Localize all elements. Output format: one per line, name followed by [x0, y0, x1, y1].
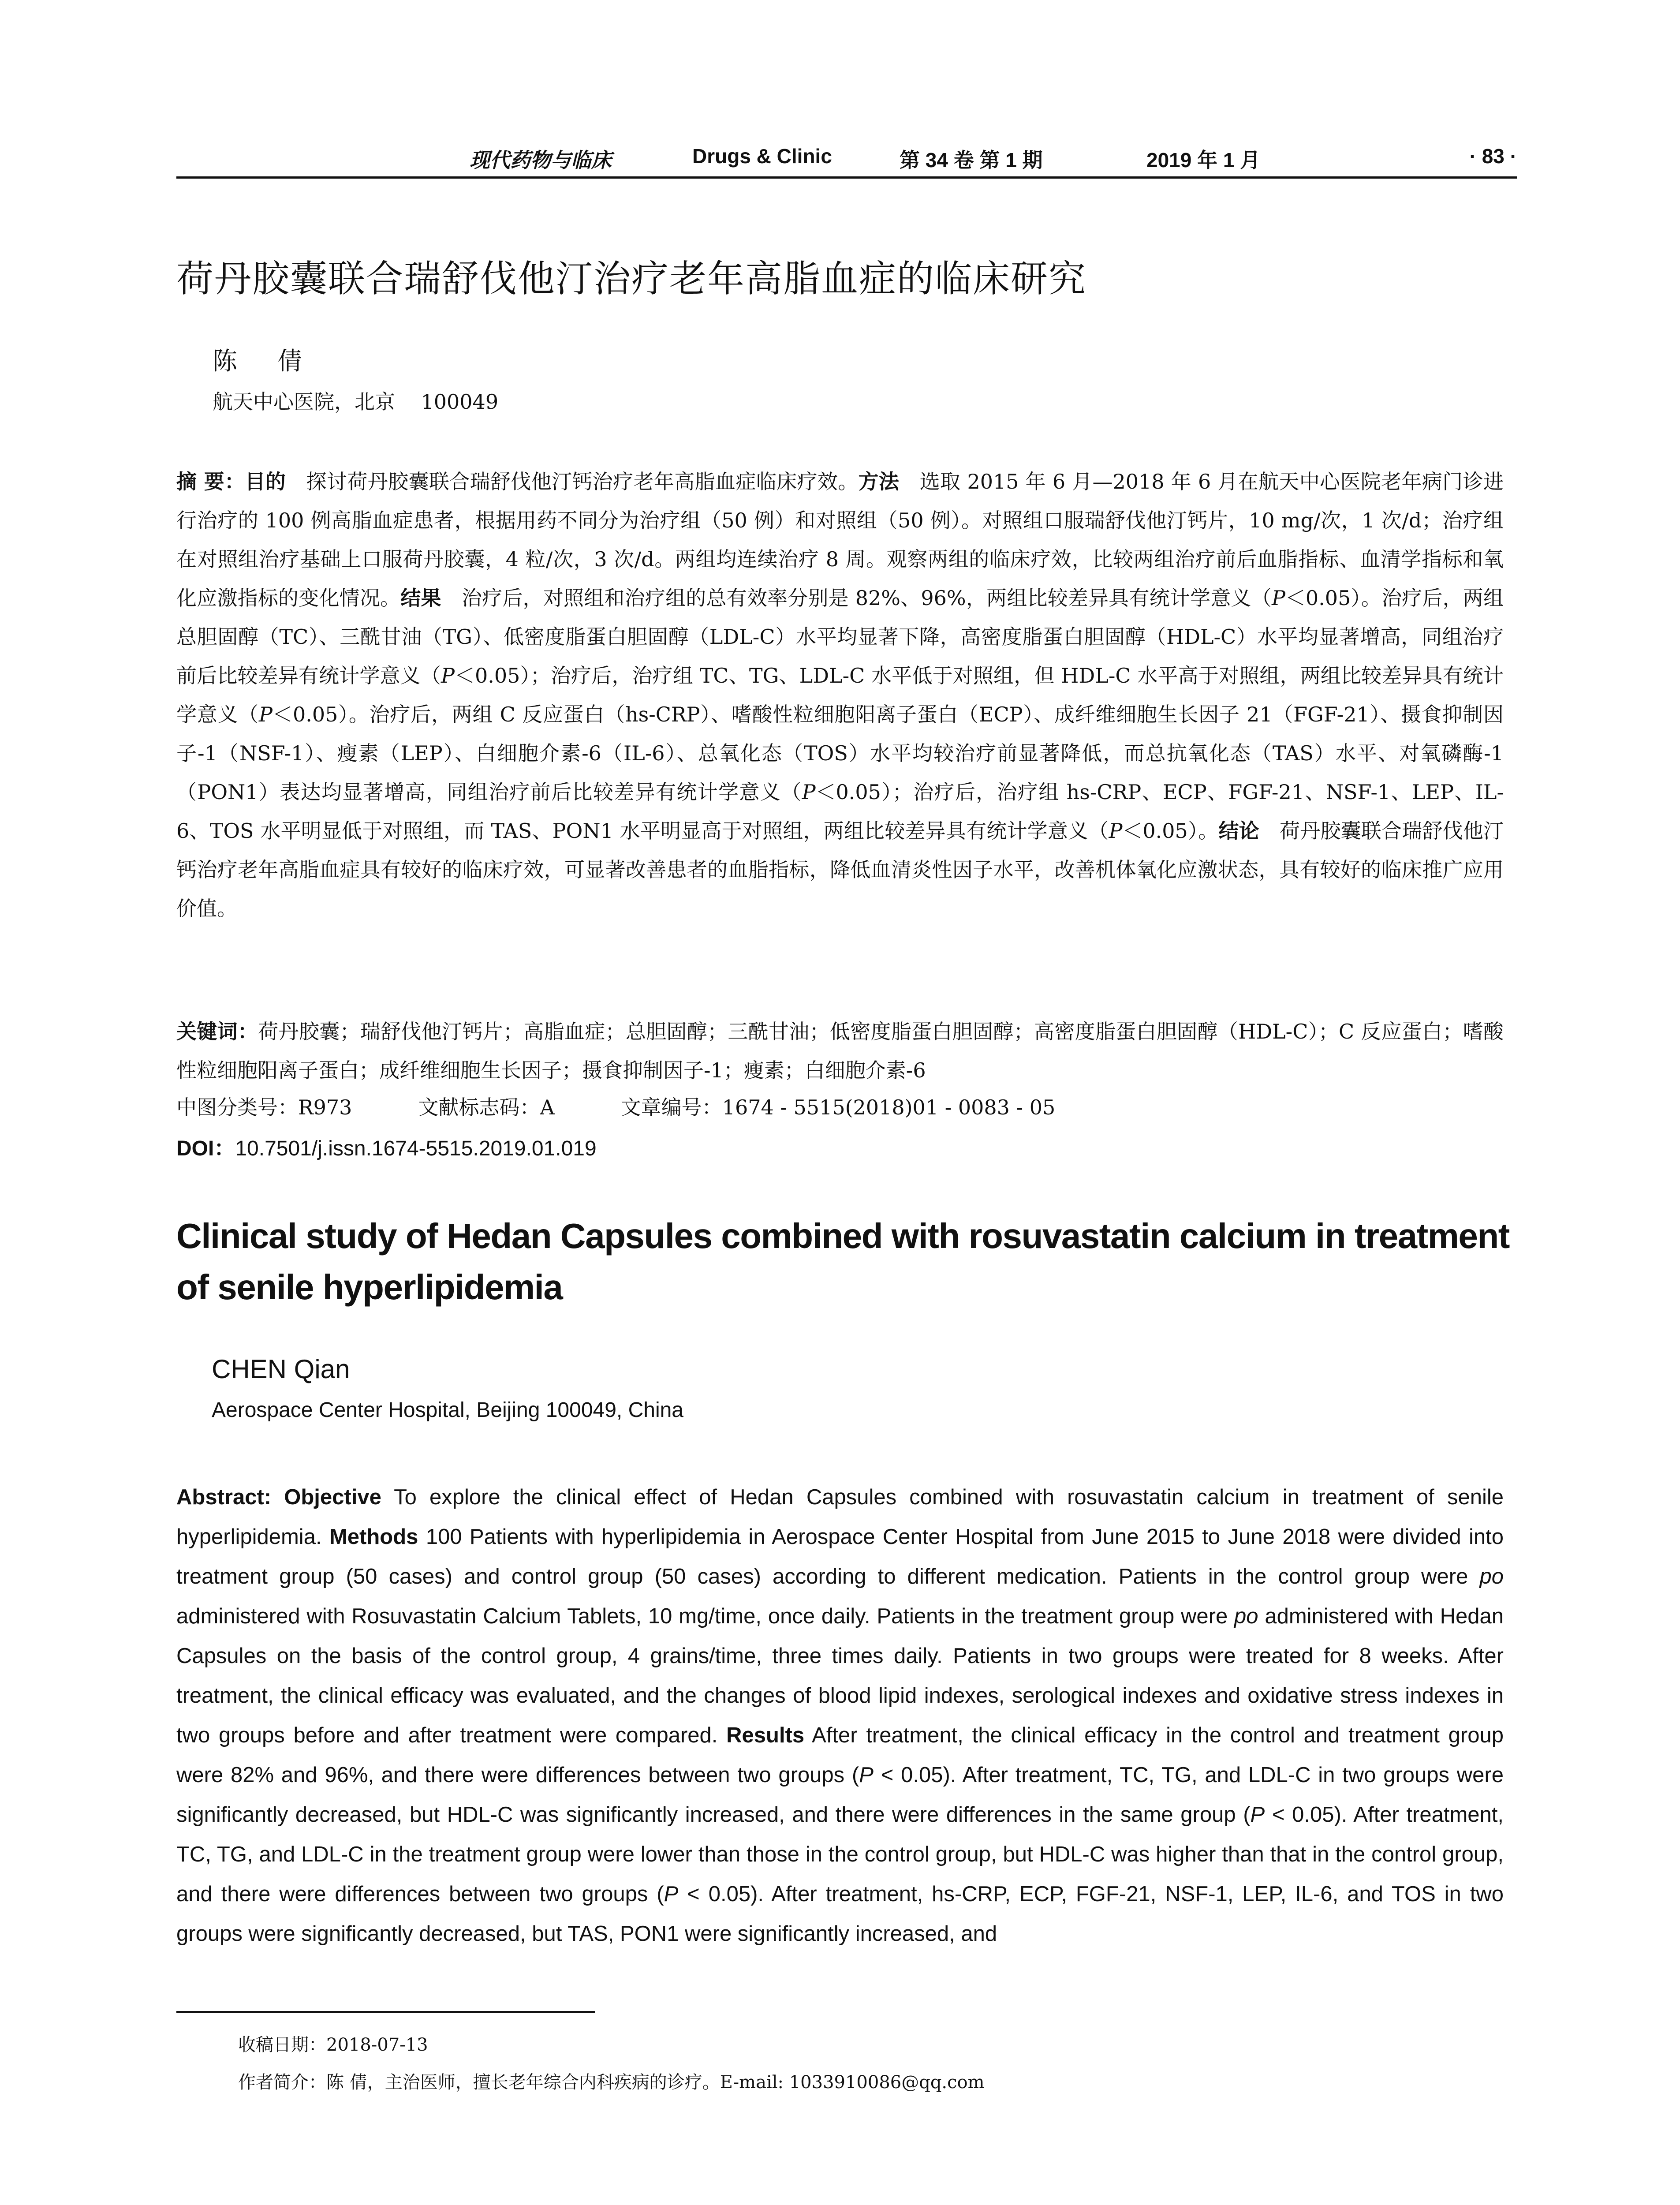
article-no-label: 文章编号： — [620, 1095, 722, 1119]
objective-label-cn: 目的 — [245, 470, 286, 493]
methods-label-cn: 方法 — [858, 470, 900, 493]
conclusion-text-cn: 荷丹胶囊联合瑞舒伐他汀钙治疗老年高脂血症具有较好的临床疗效，可显著改善患者的血脂指标，降低血清炎性因子水平，改善机体氧化应激状态，具有较好的临床推广应用价值。 — [176, 819, 1504, 920]
results-text-en: < 0.05). After treatment, hs-CRP, ECP, FGF-21, NSF-1, LEP, IL-6, and TOS in two groups were significantly decreased, but TAS, PON1 were significantly increased, and — [176, 1882, 1504, 1946]
abstract-en — [176, 1477, 1504, 1954]
objective-text-en: To explore the clinical effect of Hedan Capsules combined with rosuvastatin calcium in treatment of senile hyperlipidemia. — [176, 1485, 1504, 1549]
classification-line — [176, 1091, 1055, 1121]
doi-label: DOI： — [176, 1137, 235, 1160]
results-text-en: < 0.05). After treatment, TC, TG, and LDL-C in two groups were significantly decreased, but HDL-C was significantly increased, and there were differences in the same group ( — [176, 1763, 1504, 1827]
author-bio-label: 作者简介： — [238, 2072, 326, 2093]
results-label-cn: 结果 — [400, 586, 441, 610]
p-value-symbol: P — [259, 703, 273, 726]
po-abbrev: po — [1479, 1565, 1504, 1588]
journal-name-cn: 现代药物与临床 — [470, 148, 612, 172]
po-abbrev: po — [1234, 1604, 1258, 1628]
methods-text-en: administered with Rosuvastatin Calcium Tablets, 10 mg/time, once daily. Patients in the treatment group were — [176, 1604, 1235, 1628]
author-cn: 陈 倩 — [213, 347, 304, 376]
p-value-symbol: P — [1250, 1803, 1265, 1827]
results-text-en: After treatment, the clinical efficacy in the control and treatment group were 82% and 96%, and there were differences between two groups ( — [176, 1723, 1504, 1787]
keywords-label-cn: 关键词： — [176, 1020, 258, 1043]
received-label: 收稿日期： — [238, 2035, 326, 2055]
methods-text-en: 100 Patients with hyperlipidemia in Aerospace Center Hospital from June 2015 to June 2018 were divided into treatment group (50 cases) and control group (50 cases) according to different medication. Patients in the control group were — [176, 1525, 1504, 1588]
footnote-received — [238, 2031, 428, 2056]
volume-issue: 第 34 卷 第 1 期 — [900, 149, 1043, 172]
clc-value: R973 — [298, 1095, 352, 1119]
p-value-symbol: P — [441, 664, 455, 688]
page-number: · 83 · — [1469, 145, 1517, 168]
footnote-divider — [176, 2011, 595, 2013]
methods-text-en: administered with Hedan Capsules on the basis of the control group, 4 grains/time, three times daily. Patients in two groups were treated for 8 weeks. After treatment, the clinical efficacy was evaluated, and the changes of blood lipid indexes, serological indexes and oxidative stress indexes in two groups before and after treatment were compared. — [176, 1604, 1504, 1747]
author-en: CHEN Qian — [212, 1354, 350, 1384]
results-text-cn: ＜0.05）。治疗后，两组 C 反应蛋白（hs-CRP）、嗜酸性粒细胞阳离子蛋白（ECP）、成纤维细胞生长因子 21（FGF-21）、摄食抑制因子-1（NSF-1）、瘦素（LEP）、白细胞介素-6（IL-6）、总氧化态（TOS）水平均较治疗前显著降低，而总抗氧化态（TAS）水平、对氧磷酶-1（PON1）表达均显著增高，同组治疗前后比较差异有统计学意义（ — [176, 703, 1504, 804]
author-bio: 陈 倩，主治医师，擅长老年综合内科疾病的诊疗。E-mail: 1033910086@qq.com — [326, 2072, 985, 2093]
results-text-cn: ＜0.05）。治疗后，两组总胆固醇（TC）、三酰甘油（TG）、低密度脂蛋白胆固醇（LDL-C）水平均显著下降，高密度脂蛋白胆固醇（HDL-C）水平均显著增高，同组治疗前后比较差异有统计学意义（ — [176, 586, 1504, 688]
keywords-cn — [176, 1012, 1504, 1090]
affiliation-en: Aerospace Center Hospital, Beijing 100049, China — [212, 1398, 683, 1422]
p-value-symbol: P — [664, 1882, 679, 1906]
article-no-value: 1674 - 5515(2018)01 - 0083 - 05 — [722, 1095, 1056, 1119]
title-cn: 荷丹胶囊联合瑞舒伐他汀治疗老年高脂血症的临床研究 — [176, 257, 1087, 300]
title-en: Clinical study of Hedan Capsules combined with rosuvastatin calcium in treatment of senile hyperlipidemia — [176, 1216, 1509, 1307]
methods-label-en: Methods — [329, 1525, 418, 1549]
p-value-symbol: P — [859, 1763, 874, 1787]
keywords-text-cn: 荷丹胶囊；瑞舒伐他汀钙片；高脂血症；总胆固醇；三酰甘油；低密度脂蛋白胆固醇；高密度脂蛋白胆固醇（HDL-C）；C 反应蛋白；嗜酸性粒细胞阳离子蛋白；成纤维细胞生长因子；摄食抑制因子-1；瘦素；白细胞介素-6 — [176, 1020, 1504, 1082]
results-text-en: < 0.05). After treatment, TC, TG, and LDL-C in the treatment group were lower than those in the control group, but HDL-C was higher than that in the control group, and there were differences between two groups ( — [176, 1803, 1504, 1906]
doc-code-label: 文献标志码： — [418, 1095, 540, 1119]
objective-label-en: Objective — [284, 1485, 381, 1509]
results-text-cn: ＜0.05）；治疗后，治疗组 TC、TG、LDL-C 水平低于对照组，但 HDL-C 水平高于对照组，两组比较差异具有统计学意义（ — [176, 664, 1504, 726]
affiliation-cn: 航天中心医院，北京 100049 — [213, 390, 499, 414]
p-value-symbol: P — [1271, 586, 1285, 610]
doc-code-value: A — [540, 1095, 555, 1119]
conclusion-label-cn: 结论 — [1218, 819, 1259, 843]
methods-text-cn: 选取 2015 年 6 月—2018 年 6 月在航天中心医院老年病门诊进行治疗的 100 例高脂血症患者，根据用药不同分为治疗组（50 例）和对照组（50 例）。对照组口服瑞舒伐他汀钙片，10 mg/次，1 次/d；治疗组在对照组治疗基础上口服荷丹胶囊，4 粒/次，3 次/d。两组均连续治疗 8 周。观察两组的临床疗效，比较两组治疗前后血脂指标、血清学指标和氧化应激指标的变化情况。 — [176, 470, 1504, 610]
clc-label: 中图分类号： — [176, 1095, 298, 1119]
journal-name-en: Drugs & Clinic — [692, 145, 832, 168]
p-value-symbol: P — [802, 780, 816, 804]
abstract-label-en: Abstract: — [176, 1485, 272, 1509]
p-value-symbol: P — [1109, 819, 1123, 843]
abstract-cn — [176, 462, 1504, 928]
abstract-label-cn: 摘 要： — [176, 470, 245, 493]
results-label-en: Results — [726, 1723, 805, 1747]
objective-text-cn: 探讨荷丹胶囊联合瑞舒伐他汀钙治疗老年高脂血症临床疗效。 — [286, 470, 859, 493]
results-text-cn: 治疗后，对照组和治疗组的总有效率分别是 82%、96%，两组比较差异具有统计学意义（ — [441, 586, 1272, 610]
results-text-cn: ＜0.05）。 — [1122, 819, 1219, 843]
doi-line — [176, 1131, 597, 1162]
footnote-author — [238, 2068, 985, 2093]
issue-date: 2019 年 1 月 — [1146, 149, 1261, 172]
results-text-cn: ＜0.05）；治疗后，治疗组 hs-CRP、ECP、FGF-21、NSF-1、LEP、IL-6、TOS 水平明显低于对照组，而 TAS、PON1 水平明显高于对照组，两组比较差异具有统计学意义（ — [176, 780, 1504, 843]
doi-value: 10.7501/j.issn.1674-5515.2019.01.019 — [235, 1137, 597, 1160]
running-header — [176, 139, 1517, 179]
received-date: 2018-07-13 — [326, 2035, 428, 2055]
